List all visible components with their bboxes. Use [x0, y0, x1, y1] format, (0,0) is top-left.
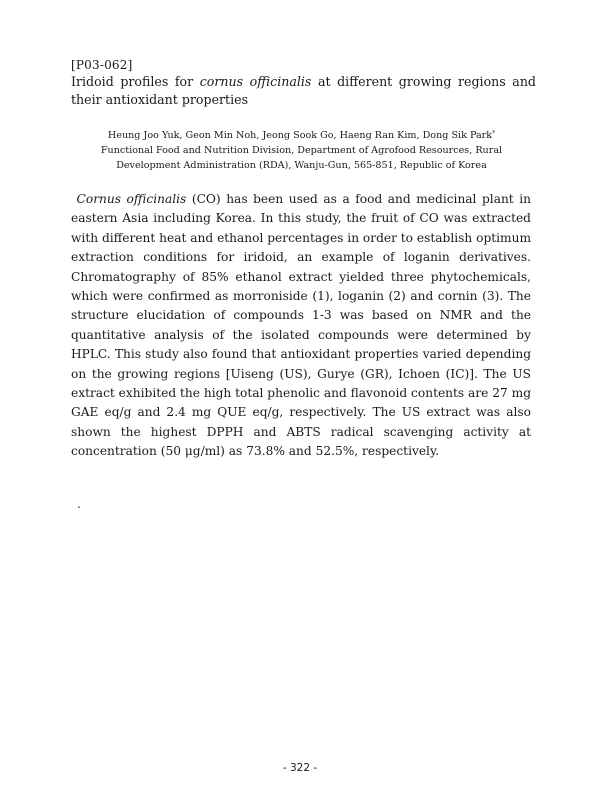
title-species: cornus officinalis [199, 74, 312, 89]
abstract-code: [P03-062] [71, 58, 133, 72]
title-part-2: at different growing regions and their antioxidant properties [71, 74, 536, 107]
paper-title [71, 73, 536, 109]
abstract-species: Cornus officinalis [76, 192, 187, 206]
abstract-body [71, 190, 531, 462]
abstract-text: (CO) has been used as a food and medicinal plant in eastern Asia including Korea. In this study, the fruit of CO was extracted with different heat and ethanol percentages in order to establish optimum extraction conditions for iridoid, an example of loganin derivatives. Chromatography of 85% ethanol extract yielded three phytochemicals, which were confirmed as morroniside (1), loganin (2) and cornin (3). The structure elucidation of compounds 1-3 was based on NMR and the quantitative analysis of the isolated compounds were determined by HPLC. This study also found that antioxidant properties varied depending on the growing regions [Uiseng (US), Gurye (GR), Ichoen (IC)]. The US extract exhibited the high total phenolic and flavonoid contents are 27 mg GAE eq/g and 2.4 mg QUE eq/g, respectively. The US extract was also shown the highest DPPH and ABTS radical scavenging activity at concentration (50 μg/ml) as 73.8% and 52.5%, respectively. [71, 192, 532, 459]
author-list [70, 128, 533, 143]
stray-mark: . [77, 497, 81, 511]
corresponding-author-mark: * [492, 130, 496, 137]
affiliation: Functional Food and Nutrition Division, Department of Agrofood Resources, Rural Development Administration (RDA), Wanju-Gun, 565-851, Republic of Korea [100, 145, 503, 171]
title-part-1: Iridoid profiles for [71, 74, 200, 89]
author-names: Heung Joo Yuk, Geon Min Noh, Jeong Sook Go, Haeng Ran Kim, Dong Sik Park [107, 130, 493, 141]
page-number: - 322 - [282, 762, 318, 774]
